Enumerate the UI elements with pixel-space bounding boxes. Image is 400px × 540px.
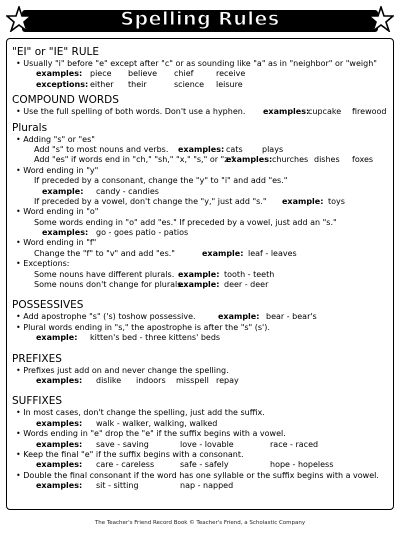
examples-label: examples: bbox=[226, 155, 273, 165]
example-word: toys bbox=[328, 196, 345, 206]
example-word: dislike bbox=[96, 375, 122, 385]
example-word: believe bbox=[128, 69, 158, 79]
rule-text: • Double the final consonant if the word has one syllable or the suffix begins with a vowel. bbox=[16, 470, 379, 480]
rule-row bbox=[12, 155, 388, 165]
exception-word: either bbox=[90, 79, 114, 89]
example-word: cupcake bbox=[308, 107, 342, 117]
rule-text: • Adding "s" or "es" bbox=[16, 134, 95, 144]
section-heading: "EI" or "IE" RULE bbox=[12, 46, 99, 58]
example-word: plays bbox=[262, 144, 284, 154]
example-word: tooth - teeth bbox=[224, 269, 275, 279]
example-word: candy - candies bbox=[96, 186, 159, 196]
section-heading: Plurals bbox=[12, 121, 48, 134]
example-word: nap - napped bbox=[180, 481, 234, 491]
example-label: example: bbox=[42, 186, 84, 196]
examples-label: examples: bbox=[36, 69, 83, 79]
section-heading: POSSESSIVES bbox=[12, 299, 84, 312]
examples-label: examples: bbox=[36, 439, 83, 449]
example-word: kitten's bed - three kittens' beds bbox=[90, 333, 221, 343]
rule-text: • Usually "i" before "e" except after "c" or as sounding like "a" as in "neighbor" or "weigh" bbox=[16, 59, 377, 68]
example-label: example: bbox=[202, 248, 244, 258]
examples-label: examples: bbox=[36, 460, 83, 470]
example-word: walk - walker, walking, walked bbox=[96, 418, 218, 428]
rule-text: • Exceptions: bbox=[16, 259, 70, 269]
rule-text: • Word ending in "o" bbox=[16, 207, 99, 217]
page-title: Spelling Rules bbox=[120, 8, 280, 30]
rule-text: Some nouns don't change for plurals. bbox=[34, 280, 184, 290]
example-word: save - saving bbox=[96, 439, 149, 449]
example-word: cats bbox=[226, 144, 243, 154]
footer-credit: The Teacher's Friend Record Book © Teacher's Friend, a Scholastic Company bbox=[94, 520, 306, 526]
example-word: foxes bbox=[352, 155, 374, 165]
exception-word: their bbox=[128, 79, 147, 89]
rule-text: If preceded by a vowel, don't change the "y," just add "s." bbox=[34, 196, 267, 206]
examples-row bbox=[12, 376, 388, 386]
rule-row bbox=[12, 280, 388, 290]
exception-word: leisure bbox=[216, 79, 243, 89]
exceptions-row bbox=[12, 80, 388, 90]
examples-label: examples: bbox=[42, 228, 89, 238]
example-label: example: bbox=[178, 280, 220, 290]
examples-label: examples: bbox=[36, 418, 83, 428]
rule-row bbox=[12, 145, 388, 155]
example-word: dishes bbox=[314, 155, 340, 165]
rule-text: • Word ending in "y" bbox=[16, 165, 99, 175]
example-word: indoors bbox=[136, 375, 166, 385]
examples-label: examples: bbox=[263, 107, 310, 117]
content bbox=[12, 42, 388, 492]
examples-row bbox=[12, 419, 388, 429]
examples-label: examples: bbox=[36, 375, 83, 385]
rule-text: • Words ending in "e" drop the "e" if the suffix begins with a vowel. bbox=[16, 429, 286, 439]
examples-row bbox=[12, 481, 388, 491]
example-word: misspell bbox=[176, 375, 209, 385]
section-heading: COMPOUND WORDS bbox=[12, 94, 119, 107]
examples-label: examples: bbox=[36, 481, 83, 491]
example-word: bear - bear's bbox=[266, 312, 317, 322]
example-label: example: bbox=[282, 196, 324, 206]
examples-row bbox=[12, 69, 388, 79]
rule-text: Change the "f" to "v" and add "es." bbox=[34, 248, 175, 258]
example-word: chief bbox=[174, 69, 194, 79]
example-row bbox=[12, 187, 388, 197]
example-word: safe - safely bbox=[180, 460, 229, 470]
example-word: receive bbox=[216, 69, 246, 79]
rule-row bbox=[12, 270, 388, 280]
section-heading: PREFIXES bbox=[12, 352, 62, 365]
rule-row bbox=[12, 197, 388, 207]
example-word: race - raced bbox=[270, 439, 319, 449]
example-label: example: bbox=[36, 333, 78, 343]
section-heading: SUFFIXES bbox=[12, 395, 63, 408]
rule-text: Some words ending in "o" add "es." If preceded by a vowel, just add an "s." bbox=[34, 217, 337, 227]
example-row bbox=[12, 228, 388, 238]
example-label: example: bbox=[218, 312, 260, 322]
example-word: go - goes patio - patios bbox=[96, 228, 189, 238]
rule-text: • Plural words ending in "s," the apostrophe is after the "s" (s'). bbox=[16, 322, 270, 332]
rule-text: • Keep the final "e" if the suffix begins with a consonant. bbox=[16, 449, 244, 459]
rule-text: Add "s" to most nouns and verbs. bbox=[34, 144, 169, 154]
examples-row bbox=[12, 460, 388, 470]
examples-row bbox=[12, 440, 388, 450]
example-word: repay bbox=[216, 375, 239, 385]
example-word: hope - hopeless bbox=[270, 460, 334, 470]
example-word: firewood bbox=[352, 107, 387, 117]
rule-text: • In most cases, don't change the spelling, just add the suffix. bbox=[16, 408, 265, 418]
example-label: example: bbox=[178, 269, 220, 279]
example-row bbox=[12, 333, 388, 343]
example-word: churches bbox=[272, 155, 309, 165]
rule-text: Some nouns have different plurals. bbox=[34, 269, 175, 279]
examples-label: examples: bbox=[178, 144, 225, 154]
example-word: sit - sitting bbox=[96, 481, 139, 491]
example-word: care - careless bbox=[96, 460, 155, 470]
rule-text: Add "es" if words end in "ch," "sh," "x," "s," or "z." bbox=[34, 155, 235, 165]
example-word: leaf - leaves bbox=[248, 248, 297, 258]
rule-text: • Word ending in "f" bbox=[16, 238, 97, 248]
example-word: love - lovable bbox=[180, 439, 234, 449]
rule-text: • Use the full spelling of both words. Don't use a hyphen. bbox=[16, 107, 246, 117]
rule-row bbox=[12, 249, 388, 259]
title-banner bbox=[6, 6, 394, 34]
exception-word: science bbox=[174, 79, 205, 89]
exceptions-label: exceptions: bbox=[36, 79, 89, 89]
rule-text: If preceded by a consonant, change the "y" to "i" and add "es." bbox=[34, 176, 288, 186]
rule-row bbox=[12, 107, 388, 117]
example-word: piece bbox=[90, 69, 112, 79]
example-word: deer - deer bbox=[224, 280, 269, 290]
rule-row bbox=[12, 312, 388, 322]
rule-text: • Prefixes just add on and never change the spelling. bbox=[16, 365, 229, 375]
rule-text: • Add apostrophe "s" ('s) toshow possessive. bbox=[16, 312, 196, 322]
